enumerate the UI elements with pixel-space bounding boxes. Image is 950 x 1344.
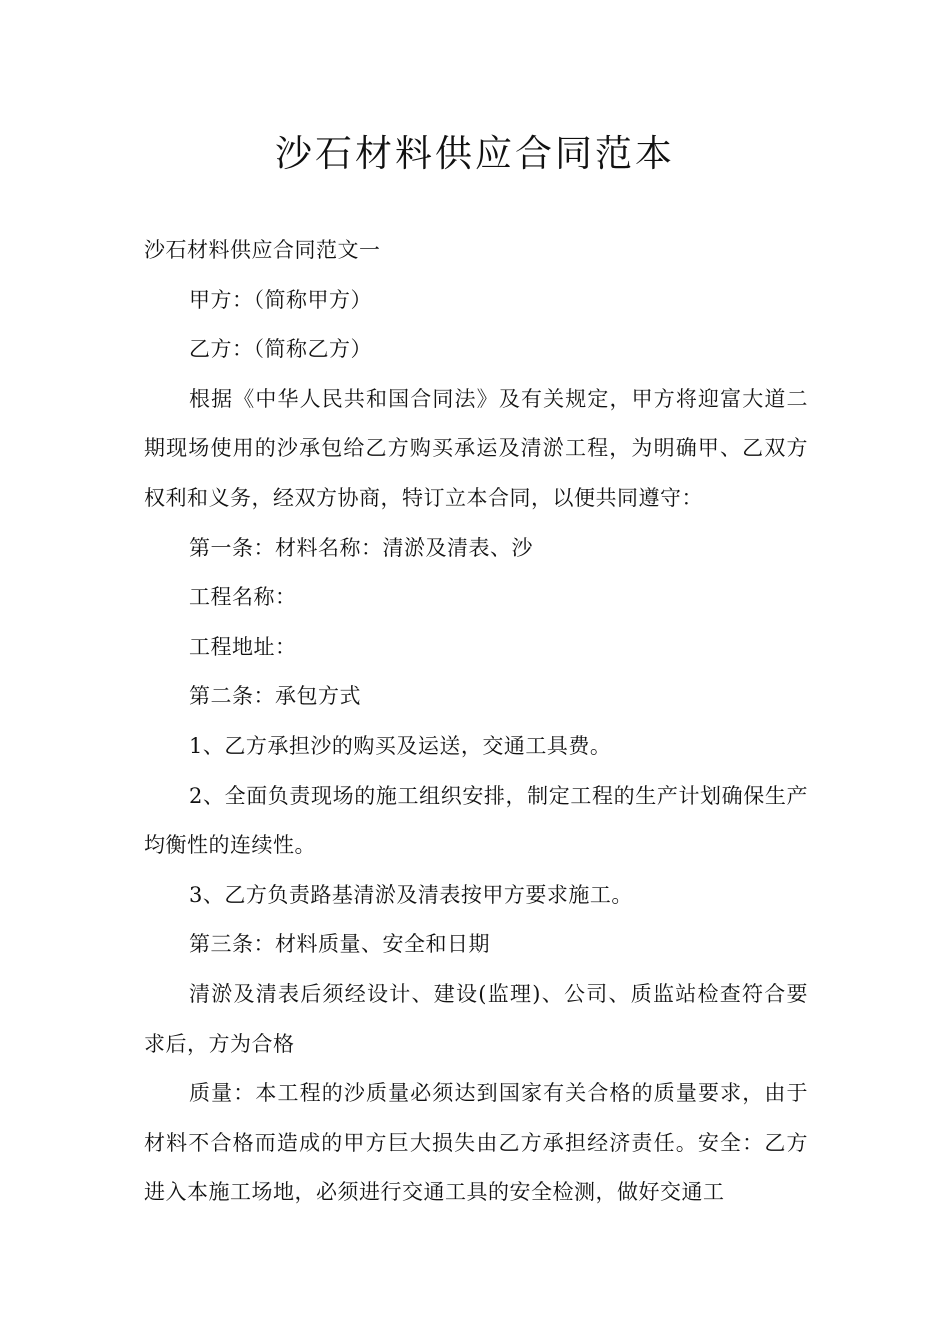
paragraph-project-address: 工程地址： [189, 634, 297, 659]
paragraph-clause-1: 1、乙方承担沙的购买及运送，交通工具费。 [189, 733, 612, 758]
document-body [144, 226, 808, 1218]
paragraph-section-heading: 沙石材料供应合同范文一 [144, 238, 381, 262]
paragraph-party-a: 甲方：（简称甲方） [189, 287, 372, 312]
paragraph-inspection: 清淤及清表后须经设计、建设(监理)、公司、质监站检查符合要求后，方为合格 [144, 981, 808, 1056]
paragraph-article-1: 第一条：材料名称：清淤及清表、沙 [189, 535, 533, 560]
paragraph-quality-safety: 质量：本工程的沙质量必须达到国家有关合格的质量要求，由于材料不合格而造成的甲方巨大损失由乙方承担经济责任。安全：乙方进入本施工场地，必须进行交通工具的安全检测，做好交通工 [144, 1081, 808, 1205]
paragraph-article-2: 第二条：承包方式 [189, 684, 361, 709]
paragraph-preamble: 根据《中华人民共和国合同法》及有关规定，甲方将迎富大道二期现场使用的沙承包给乙方购买承运及清淤工程，为明确甲、乙双方权利和义务，经双方协商，特订立本合同，以便共同遵守： [144, 386, 808, 510]
paragraph-party-b: 乙方：（简称乙方） [189, 337, 372, 362]
document-title: 沙石材料供应合同范本 [275, 132, 675, 175]
paragraph-clause-2: 2、全面负责现场的施工组织安排，制定工程的生产计划确保生产均衡性的连续性。 [144, 783, 808, 858]
paragraph-project-name: 工程名称： [189, 585, 297, 610]
paragraph-clause-3: 3、乙方负责路基清淤及清表按甲方要求施工。 [189, 882, 633, 907]
paragraph-article-3: 第三条：材料质量、安全和日期 [189, 932, 490, 957]
